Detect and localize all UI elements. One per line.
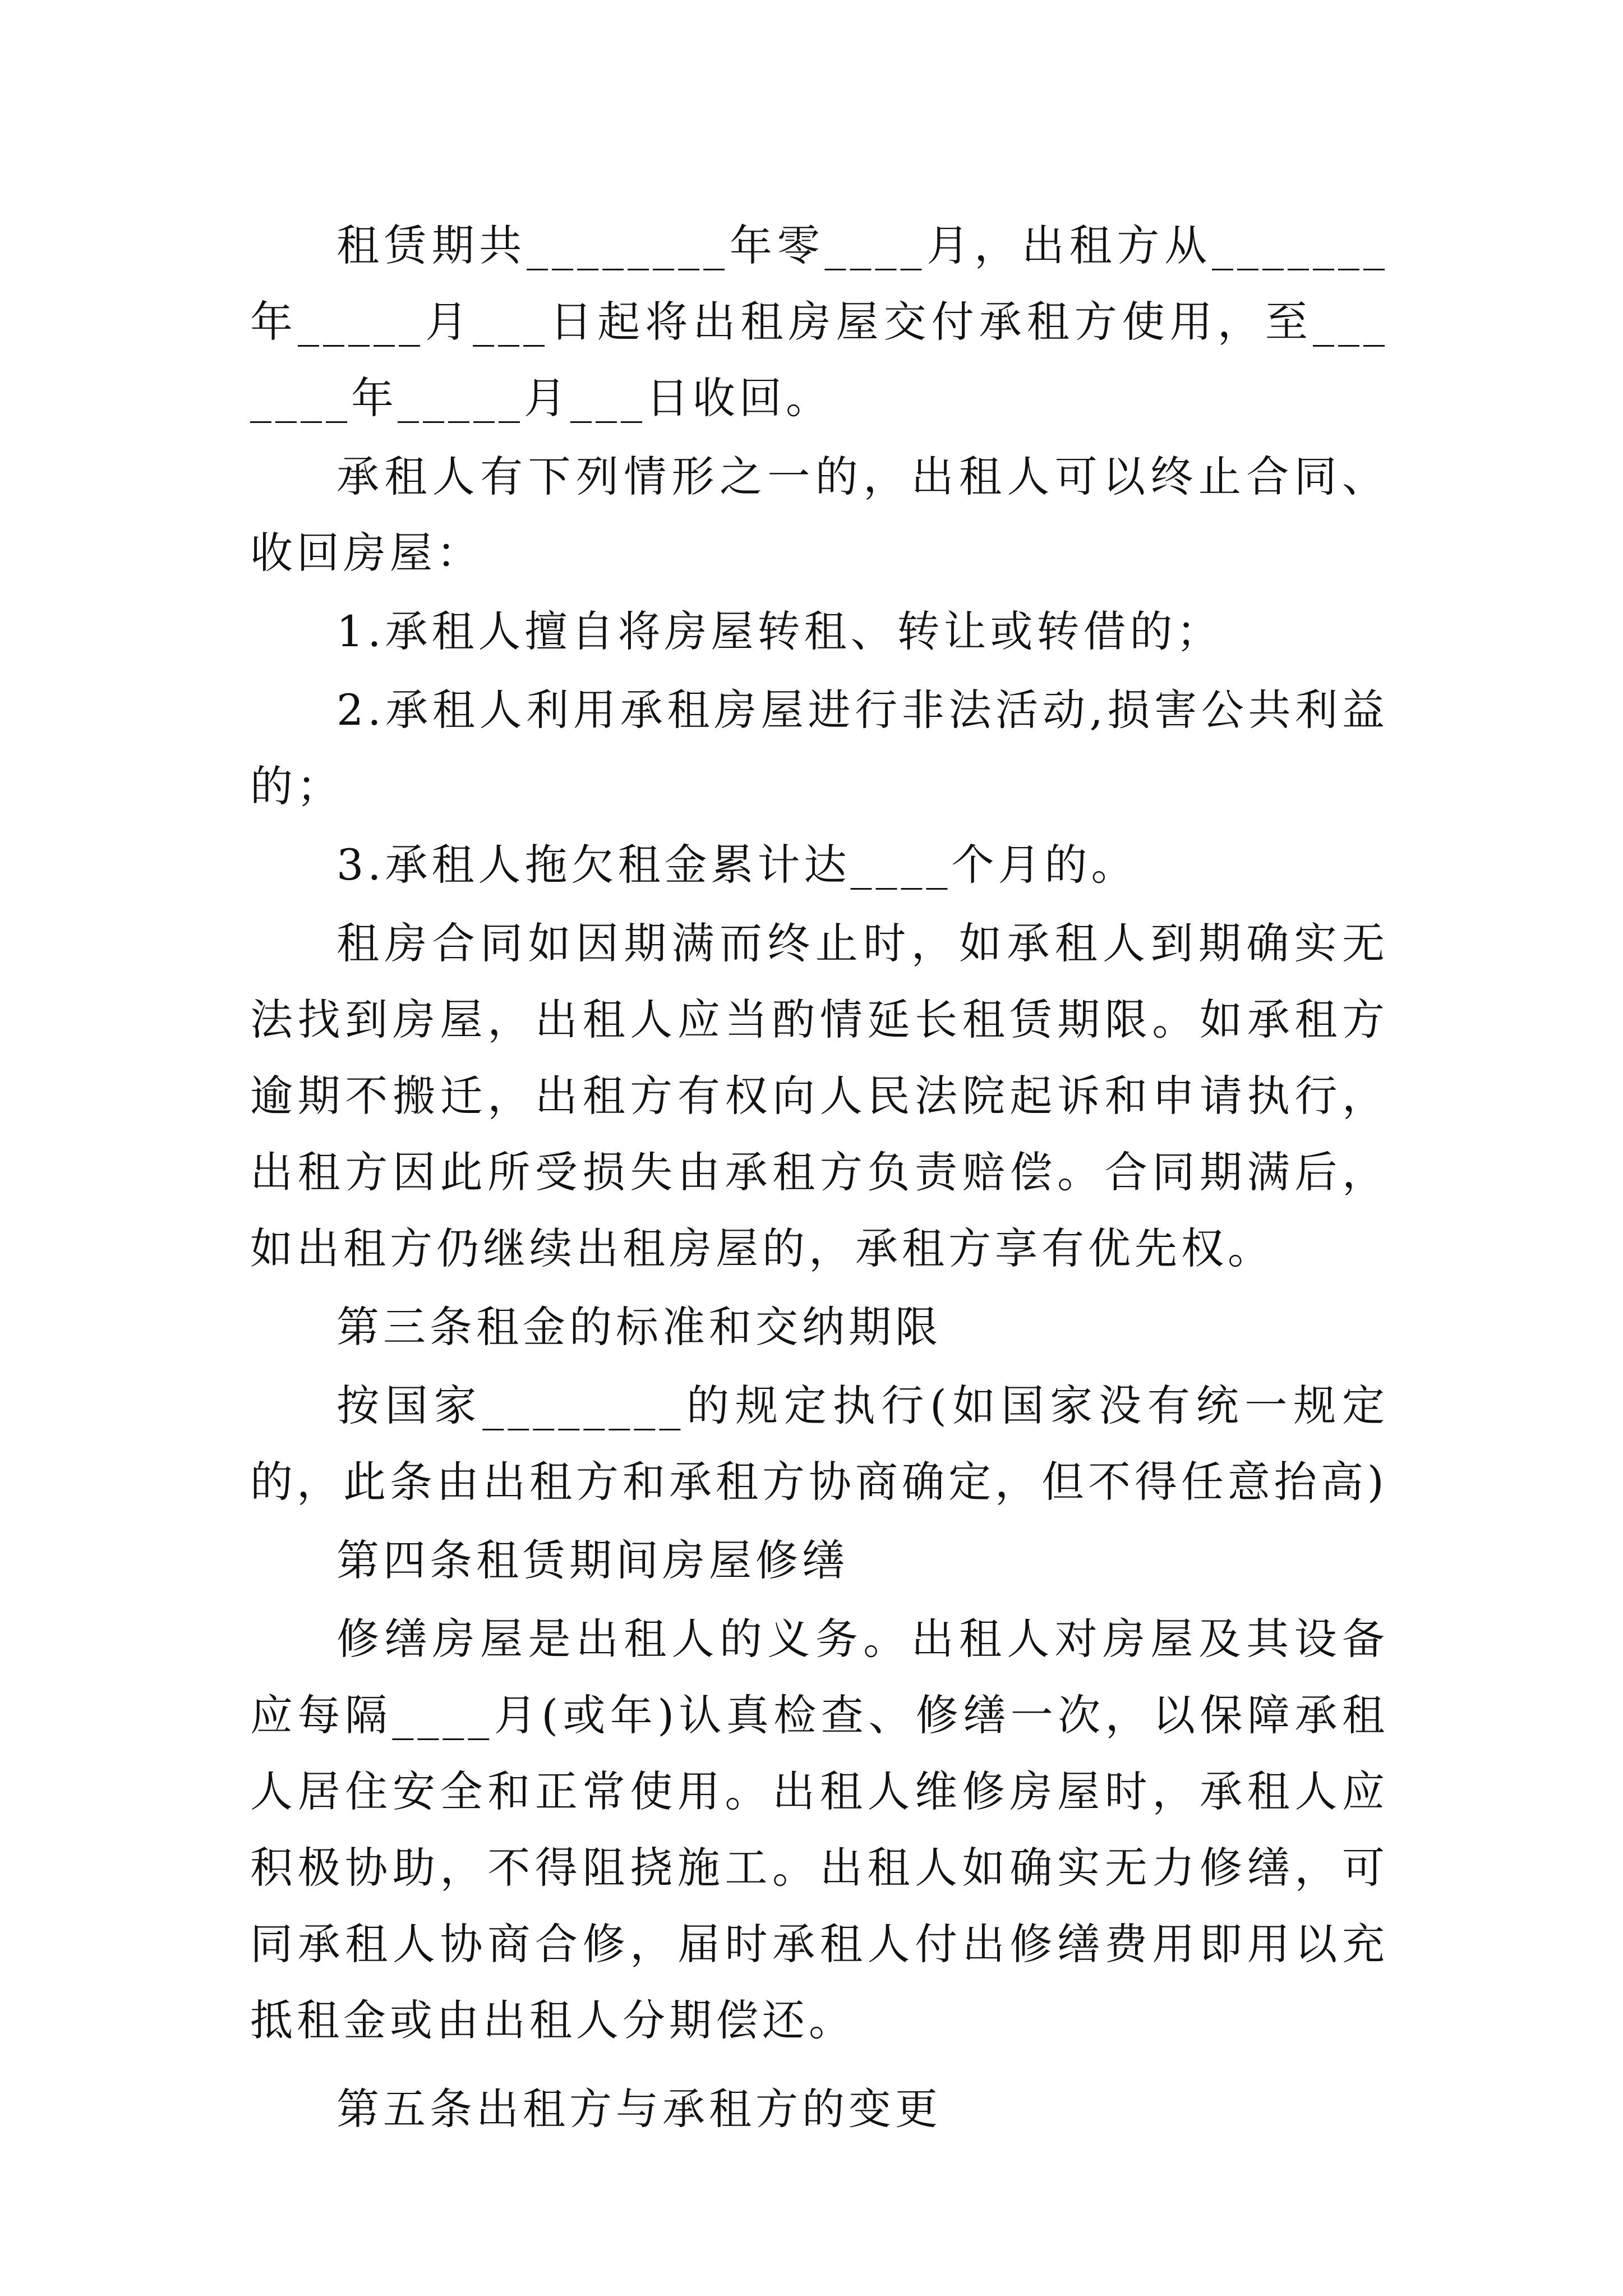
- paragraph-termination-conditions: 承租人有下列情形之一的，出租人可以终止合同、收回房屋：: [250, 452, 1389, 578]
- paragraph-expiry-priority: 租房合同如因期满而终止时，如承租人到期确实无法找到房屋，出租人应当酌情延长租赁期限。如承租方逾期不搬迁，出租方有权向人民法院起诉和申请执行，出租方因此所受损失由承租方负责赔偿。合同期满后，如出租方仍继续出租房屋的，承租方享有优先权。: [250, 918, 1389, 1273]
- section-heading-rent-standard: 第三条租金的标准和交纳期限: [336, 1302, 942, 1352]
- list-item-illegal-use: 2.承租人利用承租房屋进行非法活动,损害公共利益的；: [250, 685, 1389, 811]
- document-body: [250, 208, 1389, 2147]
- section-heading-party-change: 第五条出租方与承租方的变更: [336, 2084, 942, 2134]
- list-item-rent-arrears: 3.承租人拖欠租金累计达____个月的。: [336, 840, 1138, 890]
- paragraph-lease-term: 租赁期共________年零____月，出租方从_______年_____月___日起将出租房屋交付承租方使用，至_______年_____月___日收回。: [250, 220, 1389, 423]
- section-heading-repairs: 第四条租赁期间房屋修缮: [336, 1535, 849, 1585]
- paragraph-rent-standard: 按国家________的规定执行(如国家没有统一规定的，此条由出租方和承租方协商确定，但不得任意抬高): [250, 1381, 1389, 1507]
- list-item-sublet: 1.承租人擅自将房屋转租、转让或转借的；: [336, 606, 1223, 656]
- paragraph-repairs: 修缮房屋是出租人的义务。出租人对房屋及其设备应每隔____月(或年)认真检查、修缮一次，以保障承租人居住安全和正常使用。出租人维修房屋时，承租人应积极协助，不得阻挠施工。出租人如确实无力修缮，可同承租人协商合修，届时承租人付出修缮费用即用以充抵租金或由出租人分期偿还。: [250, 1614, 1389, 2045]
